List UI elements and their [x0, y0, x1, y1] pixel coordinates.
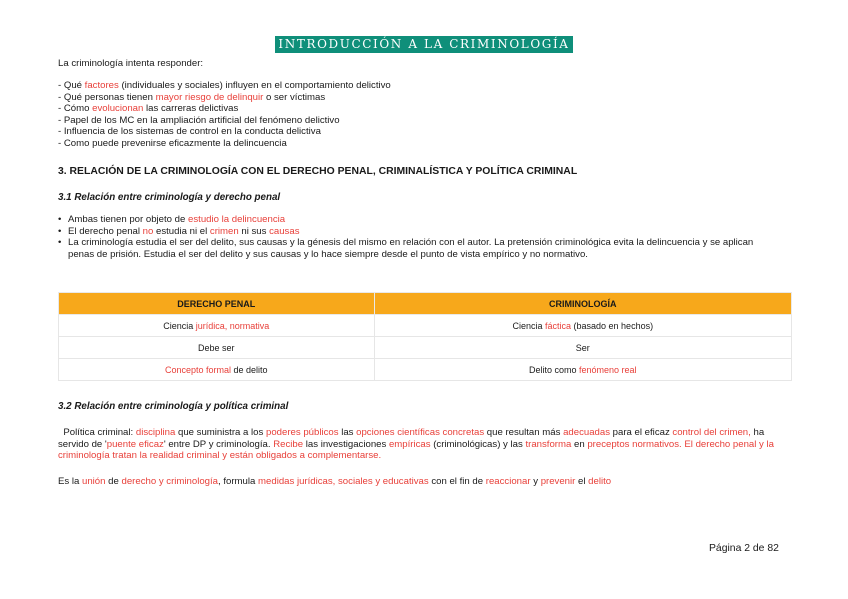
intro-text: La criminología intenta responder: [58, 58, 204, 69]
bullet-list [58, 214, 758, 260]
question-list [58, 80, 391, 150]
table-row [59, 359, 792, 381]
page-number: Página 2 de 82 [709, 543, 779, 554]
table-cell: Ser [374, 337, 791, 359]
table-header: CRIMINOLOGÍA [374, 293, 791, 315]
table-row [59, 315, 792, 337]
list-item: - Papel de los MC en la ampliación artificial del fenómeno delictivo [58, 114, 340, 126]
list-item: - Qué factores (individuales y sociales) influyen en el comportamiento delictivo [58, 80, 391, 91]
section-heading: 3. RELACIÓN DE LA CRIMINOLOGÍA CON EL DERECHO PENAL, CRIMINALÍSTICA Y POLÍTICA CRIMINAL [58, 166, 578, 177]
table-cell: Ciencia fáctica (basado en hechos) [374, 315, 791, 337]
subsection-heading-3-2: 3.2 Relación entre criminología y política criminal [58, 401, 289, 412]
list-item: • Ambas tienen por objeto de estudio la delincuencia [58, 214, 286, 225]
bullet-icon: • [58, 237, 62, 249]
list-item: • El derecho penal no estudia ni el crimen ni sus causas [58, 225, 300, 237]
table-header-row [59, 293, 792, 315]
title-wrap [0, 35, 848, 53]
bullet-icon: • [58, 225, 62, 237]
list-item: - Qué personas tienen mayor riesgo de delinquir o ser víctimas [58, 91, 326, 103]
bullet-icon: • [58, 214, 62, 225]
subsection-heading-3-1: 3.1 Relación entre criminología y derecho penal [58, 192, 281, 203]
list-item: - Cómo evolucionan las carreras delictivas [58, 103, 239, 115]
table-cell: Ciencia jurídica, normativa [59, 315, 375, 337]
table-header: DERECHO PENAL [59, 293, 375, 315]
list-item: - Influencia de los sistemas de control en la conducta delictiva [58, 126, 321, 138]
paragraph-union: Es la unión de derecho y criminología, formula medidas jurídicas, sociales y educativas con el fin de reaccionar y prevenir el delito [58, 476, 612, 487]
paragraph-politica-criminal: Política criminal: disciplina que suministra a los poderes públicos las opciones científicas concretas que resultan más adecuadas para el eficaz control del crimen, ha servido de 'puente eficaz' entre DP y criminología. Recibe las investigaciones empíricas (criminológicas) y las transforma en preceptos normativos. El derecho penal y la criminología tratan la realidad criminal y están obligados a complementarse. [58, 427, 774, 462]
table-cell: Delito como fenómeno real [374, 359, 791, 381]
table-row [59, 337, 792, 359]
table-cell: Debe ser [59, 337, 375, 359]
page-title: INTRODUCCIÓN A LA CRIMINOLOGÍA [275, 36, 572, 53]
comparison-table [58, 292, 792, 381]
table-cell: Concepto formal de delito [59, 359, 375, 381]
list-item: - Como puede prevenirse eficazmente la delincuencia [58, 137, 287, 149]
list-item: • La criminología estudia el ser del delito, sus causas y la génesis del mismo en relación con el autor. La pretensión criminológica evita la delincuencia y se aplican penas de prisión. Estudia el ser del delito y sus causas y lo hace siempre desde el punto de vista empírico y no normativo. [58, 237, 754, 260]
